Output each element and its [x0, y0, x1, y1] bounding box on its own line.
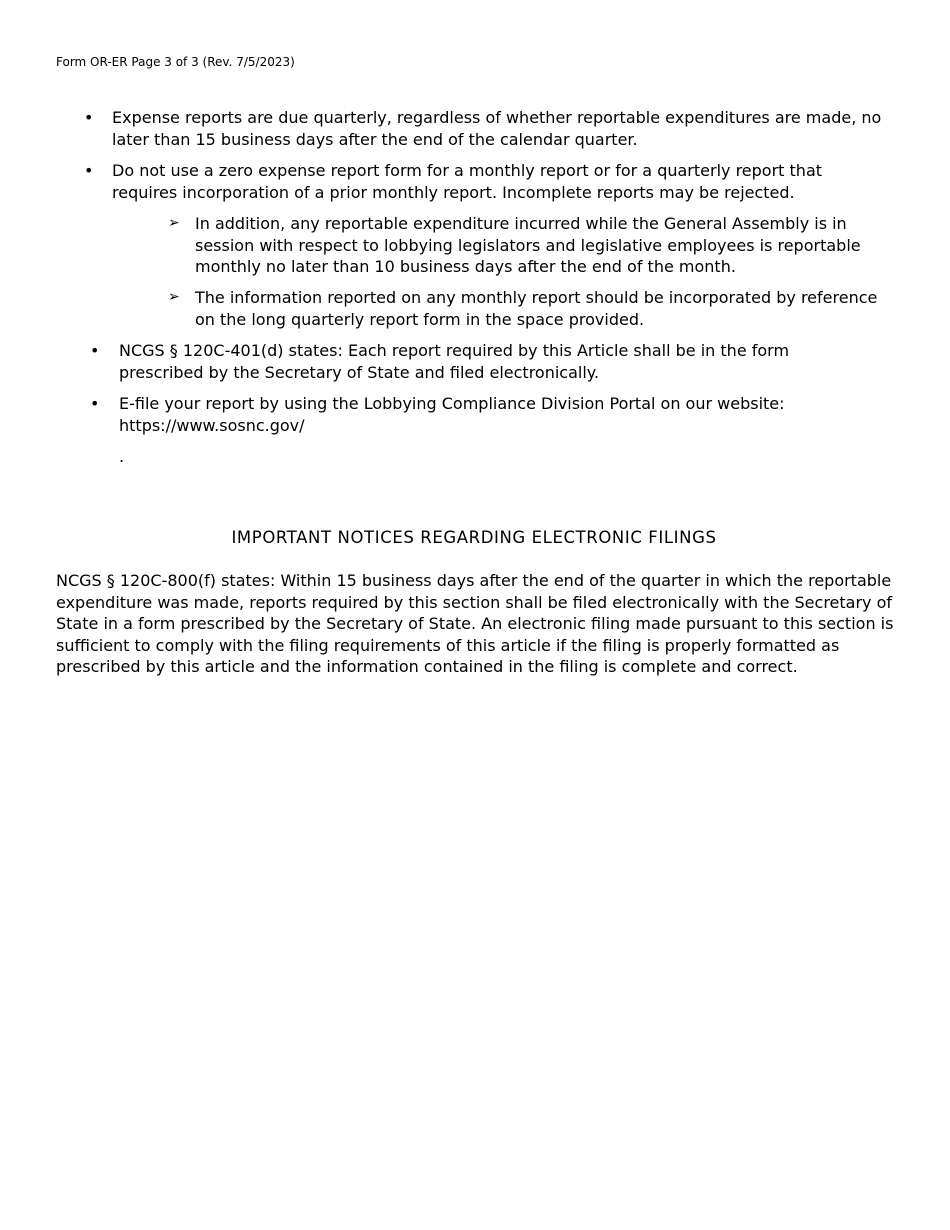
sub-instruction-incorporate-reference: The information reported on any monthly report should be incorporated by reference on the long quarterly report form in the space provided. — [195, 288, 878, 329]
notices-heading: IMPORTANT NOTICES REGARDING ELECTRONIC FILINGS — [231, 528, 717, 547]
instruction-ncgs-401d: NCGS § 120C-401(d) states: Each report required by this Article shall be in the form prescribed by the Secretary of State and filed electronically. — [119, 341, 790, 382]
arrow-bullet-icon: ➢ — [168, 289, 180, 305]
bullet-marker: • — [90, 394, 100, 413]
bullet-marker: • — [84, 161, 94, 180]
bullet-marker: • — [90, 341, 100, 360]
arrow-bullet-icon: ➢ — [168, 215, 180, 231]
instruction-efile-portal: E-file your report by using the Lobbying Compliance Division Portal on our website: https://www.sosnc.gov/ — [119, 394, 785, 435]
instruction-quarterly-due: Expense reports are due quarterly, regardless of whether reportable expenditures are made, no later than 15 business days after the end of the calendar quarter. — [112, 108, 882, 149]
form-identifier: Form OR-ER Page 3 of 3 (Rev. 7/5/2023) — [56, 55, 295, 69]
bullet-marker: • — [84, 108, 94, 127]
sub-instruction-session-monthly: In addition, any reportable expenditure incurred while the General Assembly is in session with respect to lobbying legislators and legislative employees is reportable monthly no later than 10 business days after the end of the month. — [195, 214, 861, 276]
notice-ncgs-800f: NCGS § 120C-800(f) states: Within 15 business days after the end of the quarter in which the reportable expenditure was made, reports required by this section shall be filed electronically with the Secretary of State in a form prescribed by the Secretary of State. An electronic filing made pursuant to this section is sufficient to comply with the filing requirements of this article if the filing is properly formatted as prescribed by this article and the information contained in the filing is complete and correct. — [56, 571, 894, 676]
instruction-zero-expense: Do not use a zero expense report form for a monthly report or for a quarterly report that requires incorporation of a prior monthly report. Incomplete reports may be rejected. — [112, 161, 823, 202]
trailing-period: . — [119, 447, 125, 466]
